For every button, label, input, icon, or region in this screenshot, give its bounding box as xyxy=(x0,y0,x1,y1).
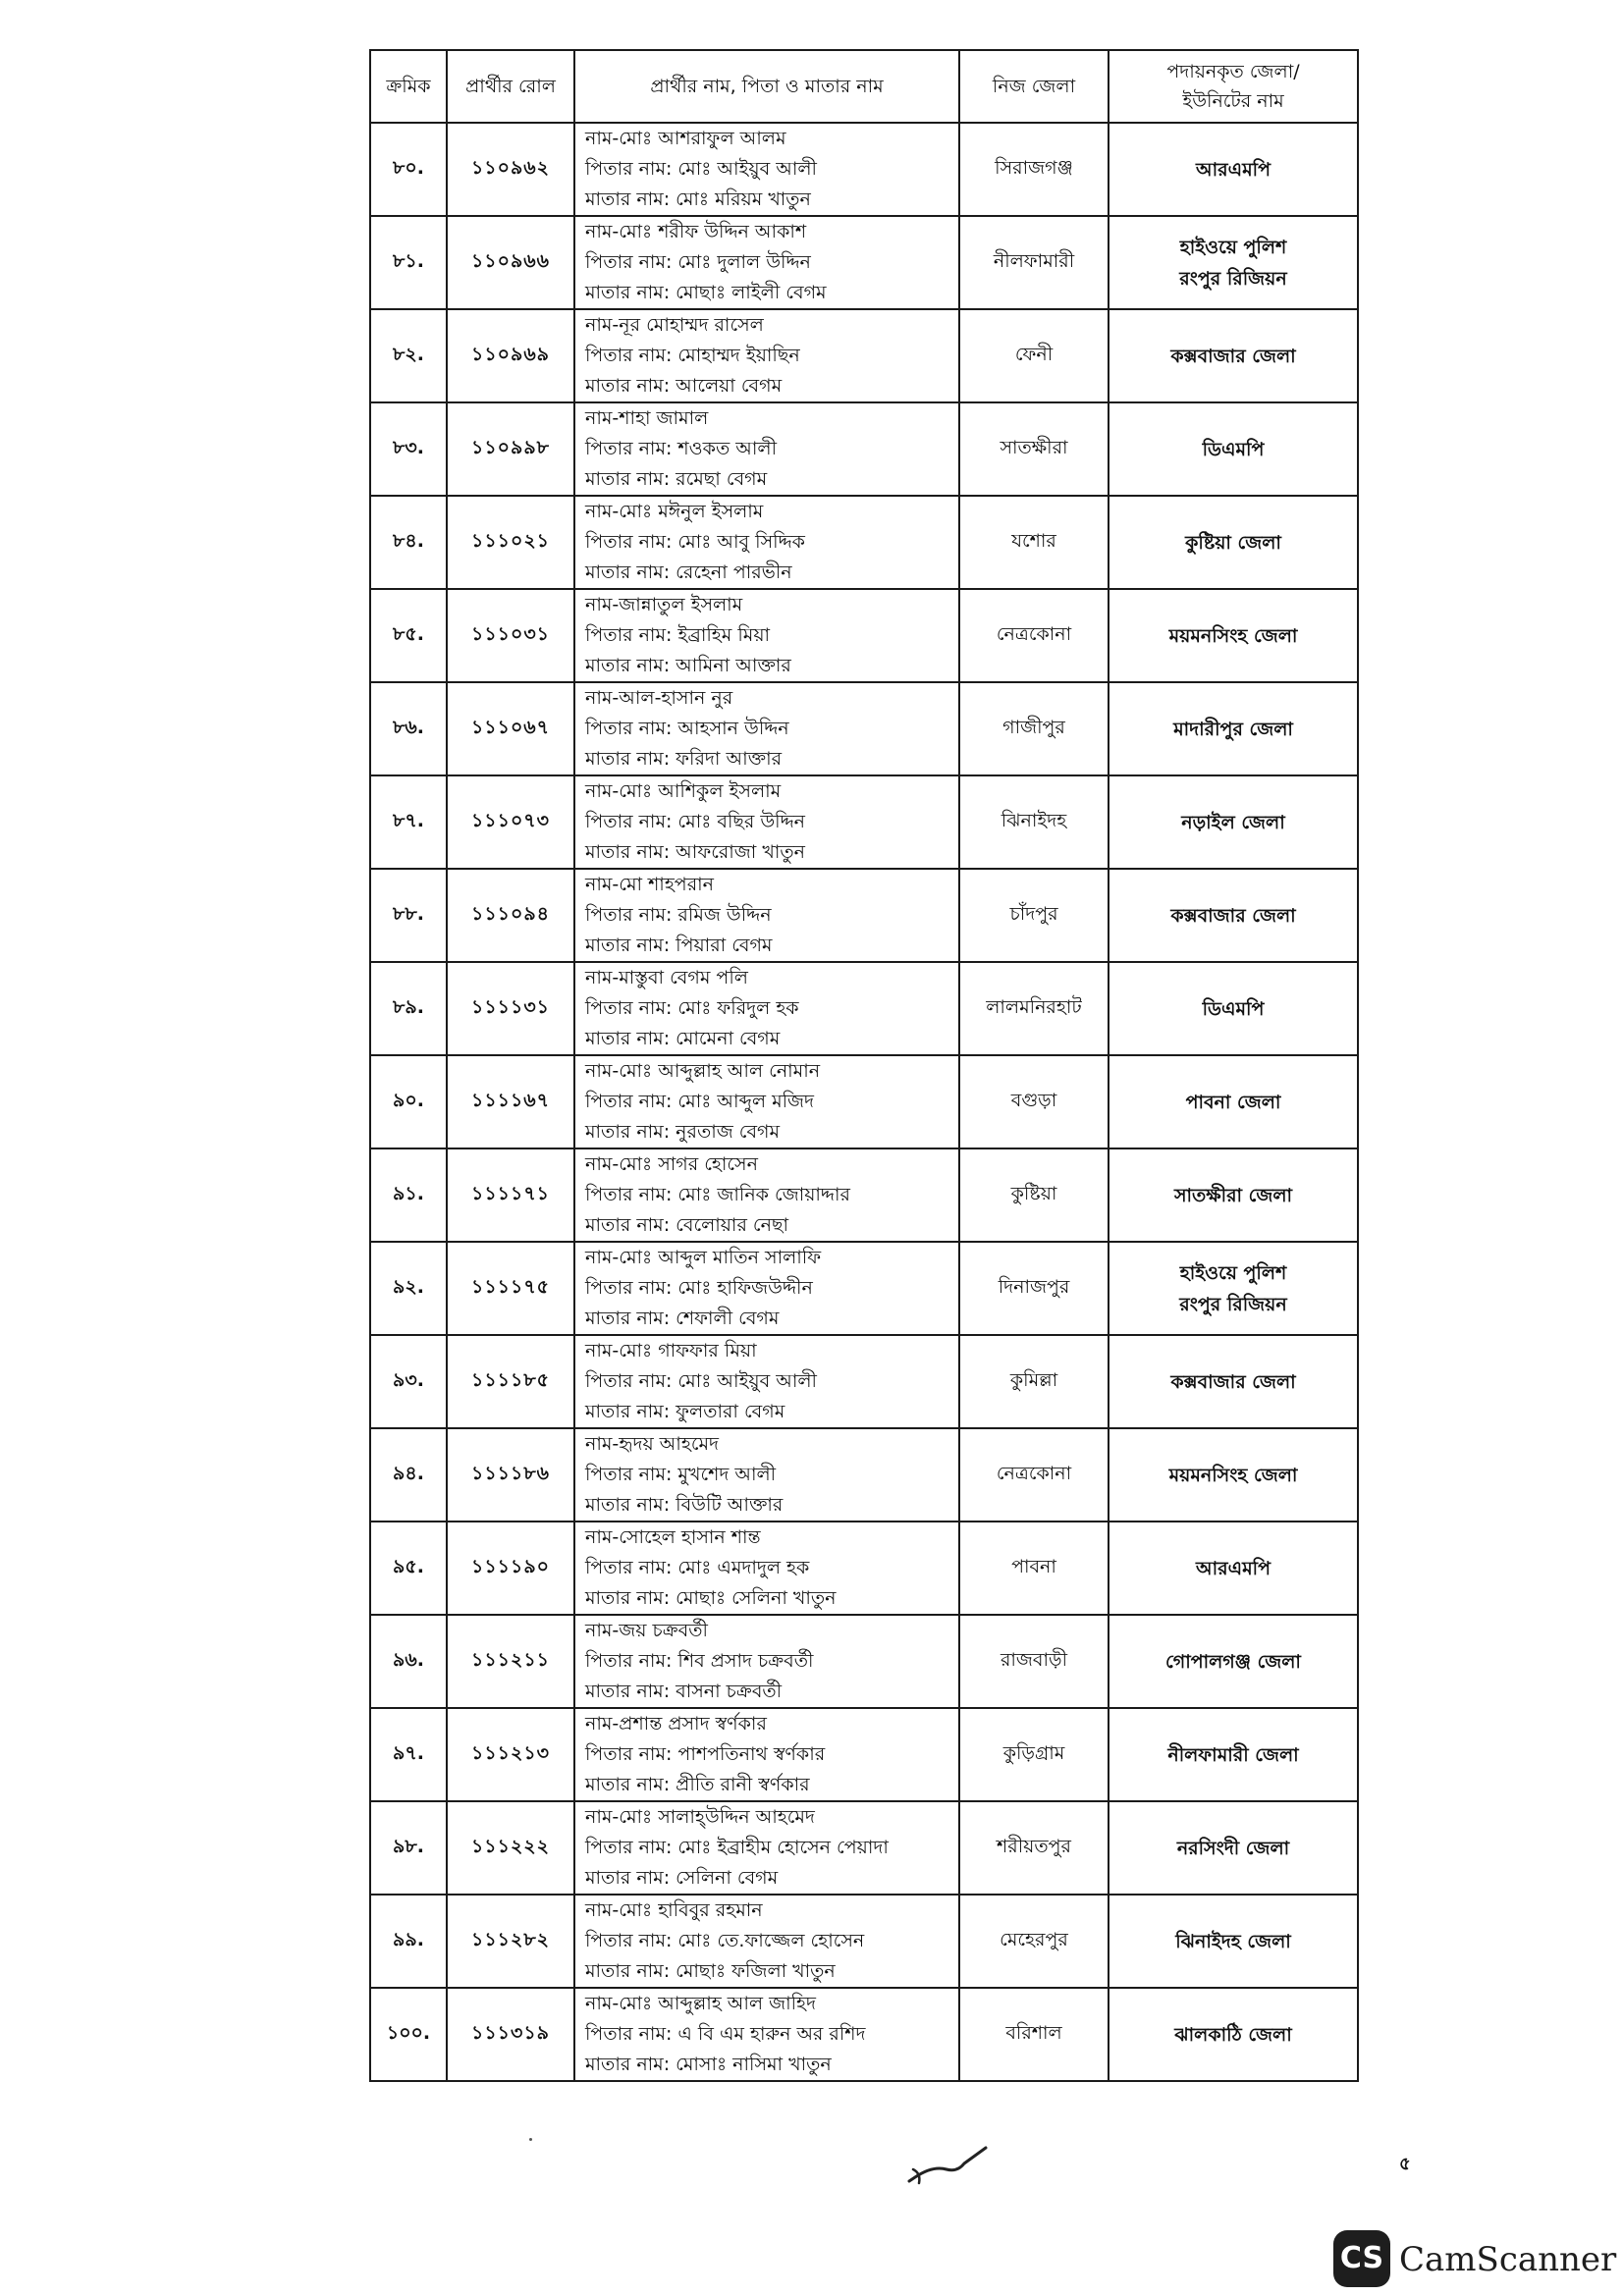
mother-name: মাতার নাম: প্রীতি রানী স্বর্ণকার xyxy=(585,1774,810,1795)
mother-name: মাতার নাম: মোঃ মরিয়ম খাতুন xyxy=(585,188,811,210)
home-district-cell: নেত্রকোনা xyxy=(959,589,1109,682)
mother-name: মাতার নাম: ফরিদা আক্তার xyxy=(585,748,783,770)
table-row xyxy=(370,1615,1358,1708)
posting-line: ময়মনসিংহ জেলা xyxy=(1168,1464,1298,1486)
home-district-cell: কুড়িগ্রাম xyxy=(959,1708,1109,1801)
names-cell xyxy=(574,496,959,589)
names-cell xyxy=(574,1895,959,1988)
serial-cell: ৮৮. xyxy=(370,869,447,962)
candidate-name: নাম-মো শাহপরান xyxy=(585,874,714,895)
table-header-row xyxy=(370,50,1358,123)
posting-cell xyxy=(1109,1428,1358,1522)
names-cell xyxy=(574,1615,959,1708)
camscanner-logo-icon: CS xyxy=(1333,2230,1390,2287)
names-cell xyxy=(574,1522,959,1615)
posting-cell xyxy=(1109,775,1358,869)
roll-cell: ১১১৩১৯ xyxy=(447,1988,574,2081)
serial-cell: ৯০. xyxy=(370,1055,447,1148)
candidate-table xyxy=(369,49,1359,2082)
table-row xyxy=(370,1988,1358,2081)
table-row xyxy=(370,1148,1358,1242)
roll-cell: ১১১১৮৫ xyxy=(447,1335,574,1428)
candidate-name: নাম-মোঃ আশিকুল ইসলাম xyxy=(585,780,782,802)
posting-line: রংপুর রিজিয়ন xyxy=(1179,1293,1287,1315)
candidate-name: নাম-জয় চক্রবর্তী xyxy=(585,1620,708,1641)
home-district-cell: ঝিনাইদহ xyxy=(959,775,1109,869)
posting-cell xyxy=(1109,1988,1358,2081)
names-cell xyxy=(574,1428,959,1522)
home-district-cell: বরিশাল xyxy=(959,1988,1109,2081)
names-cell xyxy=(574,589,959,682)
table-row xyxy=(370,123,1358,216)
father-name: পিতার নাম: মোঃ আবু সিদ্দিক xyxy=(585,531,805,553)
posting-line: ঝালকাঠি জেলা xyxy=(1174,2023,1292,2046)
header-names: প্রার্থীর নাম, পিতা ও মাতার নাম xyxy=(574,50,959,123)
roll-cell: ১১১১৭১ xyxy=(447,1148,574,1242)
table-row xyxy=(370,496,1358,589)
mother-name: মাতার নাম: বাসনা চক্রবর্তী xyxy=(585,1681,783,1702)
father-name: পিতার নাম: রমিজ উদ্দিন xyxy=(585,904,772,926)
names-cell xyxy=(574,1708,959,1801)
posting-line: ডিএমপি xyxy=(1202,997,1265,1020)
candidate-name: নাম-জান্নাতুল ইসলাম xyxy=(585,594,743,615)
roll-cell: ১১১১৯০ xyxy=(447,1522,574,1615)
names-cell xyxy=(574,1055,959,1148)
table-row xyxy=(370,869,1358,962)
names-cell xyxy=(574,682,959,775)
header-home-district: নিজ জেলা xyxy=(959,50,1109,123)
posting-line: ডিএমপি xyxy=(1202,438,1265,460)
father-name: পিতার নাম: ইব্রাহিম মিয়া xyxy=(585,624,771,646)
father-name: পিতার নাম: মোঃ দুলাল উদ্দিন xyxy=(585,251,811,273)
father-name: পিতার নাম: শিব প্রসাদ চক্রবর্তী xyxy=(585,1650,814,1672)
mother-name: মাতার নাম: আমিনা আক্তার xyxy=(585,655,791,676)
candidate-name: নাম-মোঃ মঈনুল ইসলাম xyxy=(585,501,764,522)
names-cell xyxy=(574,1148,959,1242)
serial-cell: ৯৬. xyxy=(370,1615,447,1708)
serial-cell: ১০০. xyxy=(370,1988,447,2081)
roll-cell: ১১১০৬৭ xyxy=(447,682,574,775)
mother-name: মাতার নাম: পিয়ারা বেগম xyxy=(585,934,773,956)
mother-name: মাতার নাম: মোছাঃ ফজিলা খাতুন xyxy=(585,1960,836,1982)
candidate-name: নাম-মোঃ আশরাফুল আলম xyxy=(585,128,786,149)
posting-line: নীলফামারী জেলা xyxy=(1167,1743,1299,1766)
table-row xyxy=(370,1335,1358,1428)
serial-cell: ৮২. xyxy=(370,309,447,402)
posting-cell xyxy=(1109,1801,1358,1895)
posting-cell xyxy=(1109,682,1358,775)
home-district-cell: বগুড়া xyxy=(959,1055,1109,1148)
posting-line: আরএমপি xyxy=(1196,1557,1271,1579)
home-district-cell: নীলফামারী xyxy=(959,216,1109,309)
father-name: পিতার নাম: মোঃ আব্দুল মজিদ xyxy=(585,1091,815,1112)
header-posting xyxy=(1109,50,1358,123)
home-district-cell: শরীয়তপুর xyxy=(959,1801,1109,1895)
candidate-name: নাম-নূর মোহাম্মদ রাসেল xyxy=(585,314,764,336)
home-district-cell: কুষ্টিয়া xyxy=(959,1148,1109,1242)
mother-name: মাতার নাম: শেফালী বেগম xyxy=(585,1308,780,1329)
home-district-cell: ফেনী xyxy=(959,309,1109,402)
roll-cell: ১১১২১১ xyxy=(447,1615,574,1708)
candidate-name: নাম-মোঃ সাগর হোসেন xyxy=(585,1153,758,1175)
table-row xyxy=(370,682,1358,775)
mother-name: মাতার নাম: মোমেনা বেগম xyxy=(585,1028,781,1049)
header-serial: ক্রমিক xyxy=(370,50,447,123)
father-name: পিতার নাম: পাশপতিনাথ স্বর্ণকার xyxy=(585,1743,826,1765)
posting-cell xyxy=(1109,1895,1358,1988)
posting-cell xyxy=(1109,962,1358,1055)
serial-cell: ৮৯. xyxy=(370,962,447,1055)
home-district-cell: পাবনা xyxy=(959,1522,1109,1615)
table-row xyxy=(370,589,1358,682)
candidate-name: নাম-মোঃ হাবিবুর রহমান xyxy=(585,1899,763,1921)
names-cell xyxy=(574,1988,959,2081)
serial-cell: ৯৫. xyxy=(370,1522,447,1615)
home-district-cell: গাজীপুর xyxy=(959,682,1109,775)
posting-line: হাইওয়ে পুলিশ xyxy=(1179,236,1287,258)
posting-cell xyxy=(1109,869,1358,962)
posting-cell xyxy=(1109,402,1358,496)
table-body xyxy=(370,123,1358,2081)
posting-cell xyxy=(1109,123,1358,216)
table-row xyxy=(370,1242,1358,1335)
names-cell xyxy=(574,1335,959,1428)
names-cell xyxy=(574,869,959,962)
posting-cell xyxy=(1109,589,1358,682)
roll-cell: ১১১১৭৫ xyxy=(447,1242,574,1335)
scan-speck xyxy=(529,2138,532,2141)
posting-line: পাবনা জেলা xyxy=(1185,1091,1281,1113)
candidate-name: নাম-মোঃ আব্দুল্লাহ আল জাহিদ xyxy=(585,1993,817,2014)
home-district-cell: মেহেরপুর xyxy=(959,1895,1109,1988)
father-name: পিতার নাম: মোহাম্মদ ইয়াছিন xyxy=(585,345,800,366)
home-district-cell: সাতক্ষীরা xyxy=(959,402,1109,496)
posting-cell xyxy=(1109,1148,1358,1242)
roll-cell: ১১০৯৯৮ xyxy=(447,402,574,496)
mother-name: মাতার নাম: নুরতাজ বেগম xyxy=(585,1121,781,1143)
home-district-cell: লালমনিরহাট xyxy=(959,962,1109,1055)
posting-cell xyxy=(1109,309,1358,402)
home-district-cell: চাঁদপুর xyxy=(959,869,1109,962)
father-name: পিতার নাম: মোঃ ফরিদুল হক xyxy=(585,997,799,1019)
camscanner-watermark: CamScanner xyxy=(1399,2240,1617,2279)
header-roll: প্রার্থীর রোল xyxy=(447,50,574,123)
mother-name: মাতার নাম: মোসাঃ নাসিমা খাতুন xyxy=(585,2054,832,2075)
serial-cell: ৯৮. xyxy=(370,1801,447,1895)
table-row xyxy=(370,1895,1358,1988)
posting-cell xyxy=(1109,1522,1358,1615)
roll-cell: ১১০৯৬৬ xyxy=(447,216,574,309)
serial-cell: ৮৪. xyxy=(370,496,447,589)
serial-cell: ৯৩. xyxy=(370,1335,447,1428)
mother-name: মাতার নাম: আফরোজা খাতুন xyxy=(585,841,805,863)
serial-cell: ৮৫. xyxy=(370,589,447,682)
posting-line: ঝিনাইদহ জেলা xyxy=(1175,1930,1291,1952)
candidate-name: নাম-আল-হাসান নুর xyxy=(585,687,733,709)
serial-cell: ৯২. xyxy=(370,1242,447,1335)
roll-cell: ১১১০৩১ xyxy=(447,589,574,682)
mother-name: মাতার নাম: ফুলতারা বেগম xyxy=(585,1401,785,1422)
posting-line: সাতক্ষীরা জেলা xyxy=(1173,1184,1293,1206)
table-row xyxy=(370,402,1358,496)
table-row xyxy=(370,962,1358,1055)
mother-name: মাতার নাম: বিউটি আক্তার xyxy=(585,1494,784,1516)
mother-name: মাতার নাম: সেলিনা বেগম xyxy=(585,1867,779,1889)
posting-line: কক্সবাজার জেলা xyxy=(1170,1370,1296,1393)
table-row xyxy=(370,1522,1358,1615)
home-district-cell: কুমিল্লা xyxy=(959,1335,1109,1428)
father-name: পিতার নাম: মোঃ জানিক জোয়াদ্দার xyxy=(585,1184,850,1205)
candidate-name: নাম-মাস্তুবা বেগম পলি xyxy=(585,967,748,988)
roll-cell: ১১০৯৬৯ xyxy=(447,309,574,402)
roll-cell: ১১১০৯৪ xyxy=(447,869,574,962)
father-name: পিতার নাম: আহসান উদ্দিন xyxy=(585,718,789,739)
home-district-cell: নেত্রকোনা xyxy=(959,1428,1109,1522)
candidate-name: নাম-শাহা জামাল xyxy=(585,407,709,429)
mother-name: মাতার নাম: রেহেনা পারভীন xyxy=(585,561,792,583)
father-name: পিতার নাম: মোঃ হাফিজউদ্দীন xyxy=(585,1277,813,1299)
candidate-name: নাম-প্রশান্ত প্রসাদ স্বর্ণকার xyxy=(585,1713,767,1735)
posting-line: আরএমপি xyxy=(1196,158,1271,181)
roll-cell: ১১১০২১ xyxy=(447,496,574,589)
candidate-name: নাম-মোঃ গাফফার মিয়া xyxy=(585,1340,757,1362)
serial-cell: ৮০. xyxy=(370,123,447,216)
posting-line: হাইওয়ে পুলিশ xyxy=(1179,1261,1287,1284)
posting-cell xyxy=(1109,1242,1358,1335)
roll-cell: ১১১২১৩ xyxy=(447,1708,574,1801)
posting-line: ময়মনসিংহ জেলা xyxy=(1168,624,1298,647)
posting-line: মাদারীপুর জেলা xyxy=(1173,718,1293,740)
candidate-name: নাম-সোহেল হাসান শান্ত xyxy=(585,1526,761,1548)
father-name: পিতার নাম: মোঃ আইয়ুব আলী xyxy=(585,1370,817,1392)
mother-name: মাতার নাম: মোছাঃ সেলিনা খাতুন xyxy=(585,1587,837,1609)
serial-cell: ৯১. xyxy=(370,1148,447,1242)
page-number: ৫ xyxy=(1399,2154,1411,2174)
home-district-cell: রাজবাড়ী xyxy=(959,1615,1109,1708)
father-name: পিতার নাম: এ বি এম হারুন অর রশিদ xyxy=(585,2023,866,2045)
names-cell xyxy=(574,216,959,309)
posting-cell xyxy=(1109,1335,1358,1428)
roll-cell: ১১১১৬৭ xyxy=(447,1055,574,1148)
father-name: পিতার নাম: মোঃ এমদাদুল হক xyxy=(585,1557,810,1578)
posting-line: কক্সবাজার জেলা xyxy=(1170,904,1296,927)
header-posting-line: ইউনিটের নাম xyxy=(1182,90,1284,112)
serial-cell: ৮৬. xyxy=(370,682,447,775)
mother-name: মাতার নাম: আলেয়া বেগম xyxy=(585,375,783,397)
serial-cell: ৯৭. xyxy=(370,1708,447,1801)
serial-cell: ৯৯. xyxy=(370,1895,447,1988)
posting-cell xyxy=(1109,1708,1358,1801)
names-cell xyxy=(574,775,959,869)
candidate-name: নাম-মোঃ শরীফ উদ্দিন আকাশ xyxy=(585,221,807,242)
home-district-cell: সিরাজগঞ্জ xyxy=(959,123,1109,216)
names-cell xyxy=(574,123,959,216)
serial-cell: ৮১. xyxy=(370,216,447,309)
names-cell xyxy=(574,309,959,402)
father-name: পিতার নাম: শওকত আলী xyxy=(585,438,778,459)
father-name: পিতার নাম: মোঃ ইব্রাহীম হোসেন পেয়াদা xyxy=(585,1837,889,1858)
father-name: পিতার নাম: মোঃ বছির উদ্দিন xyxy=(585,811,806,832)
table-row xyxy=(370,1801,1358,1895)
posting-line: রংপুর রিজিয়ন xyxy=(1179,267,1287,290)
father-name: পিতার নাম: মোঃ আইয়ুব আলী xyxy=(585,158,817,180)
table-row xyxy=(370,1428,1358,1522)
posting-line: গোপালগঞ্জ জেলা xyxy=(1165,1650,1301,1673)
posting-line: কক্সবাজার জেলা xyxy=(1170,345,1296,367)
candidate-name: নাম-মোঃ আব্দুল মাতিন সালাফি xyxy=(585,1247,822,1268)
posting-cell xyxy=(1109,1615,1358,1708)
home-district-cell: যশোর xyxy=(959,496,1109,589)
father-name: পিতার নাম: মোঃ তে.ফাজ্জেল হোসেন xyxy=(585,1930,865,1951)
table-row xyxy=(370,309,1358,402)
father-name: পিতার নাম: মুখশেদ আলী xyxy=(585,1464,777,1485)
posting-line: কুষ্টিয়া জেলা xyxy=(1185,531,1281,554)
roll-cell: ১১০৯৬২ xyxy=(447,123,574,216)
posting-line: নড়াইল জেলা xyxy=(1181,811,1285,833)
serial-cell: ৯৪. xyxy=(370,1428,447,1522)
home-district-cell: দিনাজপুর xyxy=(959,1242,1109,1335)
posting-cell xyxy=(1109,1055,1358,1148)
table-row xyxy=(370,775,1358,869)
roll-cell: ১১১০৭৩ xyxy=(447,775,574,869)
roll-cell: ১১১১৮৬ xyxy=(447,1428,574,1522)
candidate-name: নাম-মোঃ আব্দুল্লাহ আল নোমান xyxy=(585,1060,821,1082)
roll-cell: ১১১২২২ xyxy=(447,1801,574,1895)
roll-cell: ১১১২৮২ xyxy=(447,1895,574,1988)
table-row xyxy=(370,1055,1358,1148)
names-cell xyxy=(574,1242,959,1335)
posting-line: নরসিংদী জেলা xyxy=(1176,1837,1290,1859)
mother-name: মাতার নাম: মোছাঃ লাইলী বেগম xyxy=(585,282,827,303)
table-row xyxy=(370,216,1358,309)
mother-name: মাতার নাম: রমেছা বেগম xyxy=(585,468,768,490)
roll-cell: ১১১১৩১ xyxy=(447,962,574,1055)
posting-cell xyxy=(1109,216,1358,309)
signature-mark xyxy=(903,2140,992,2189)
table-row xyxy=(370,1708,1358,1801)
names-cell xyxy=(574,402,959,496)
names-cell xyxy=(574,962,959,1055)
serial-cell: ৮৭. xyxy=(370,775,447,869)
candidate-name: নাম-হৃদয় আহমেদ xyxy=(585,1433,719,1455)
names-cell xyxy=(574,1801,959,1895)
header-posting-line: পদায়নকৃত জেলা/ xyxy=(1166,61,1300,82)
mother-name: মাতার নাম: বেলোয়ার নেছা xyxy=(585,1214,789,1236)
candidate-name: নাম-মোঃ সালাহ্উদ্দিন আহমেদ xyxy=(585,1806,815,1828)
posting-cell xyxy=(1109,496,1358,589)
serial-cell: ৮৩. xyxy=(370,402,447,496)
